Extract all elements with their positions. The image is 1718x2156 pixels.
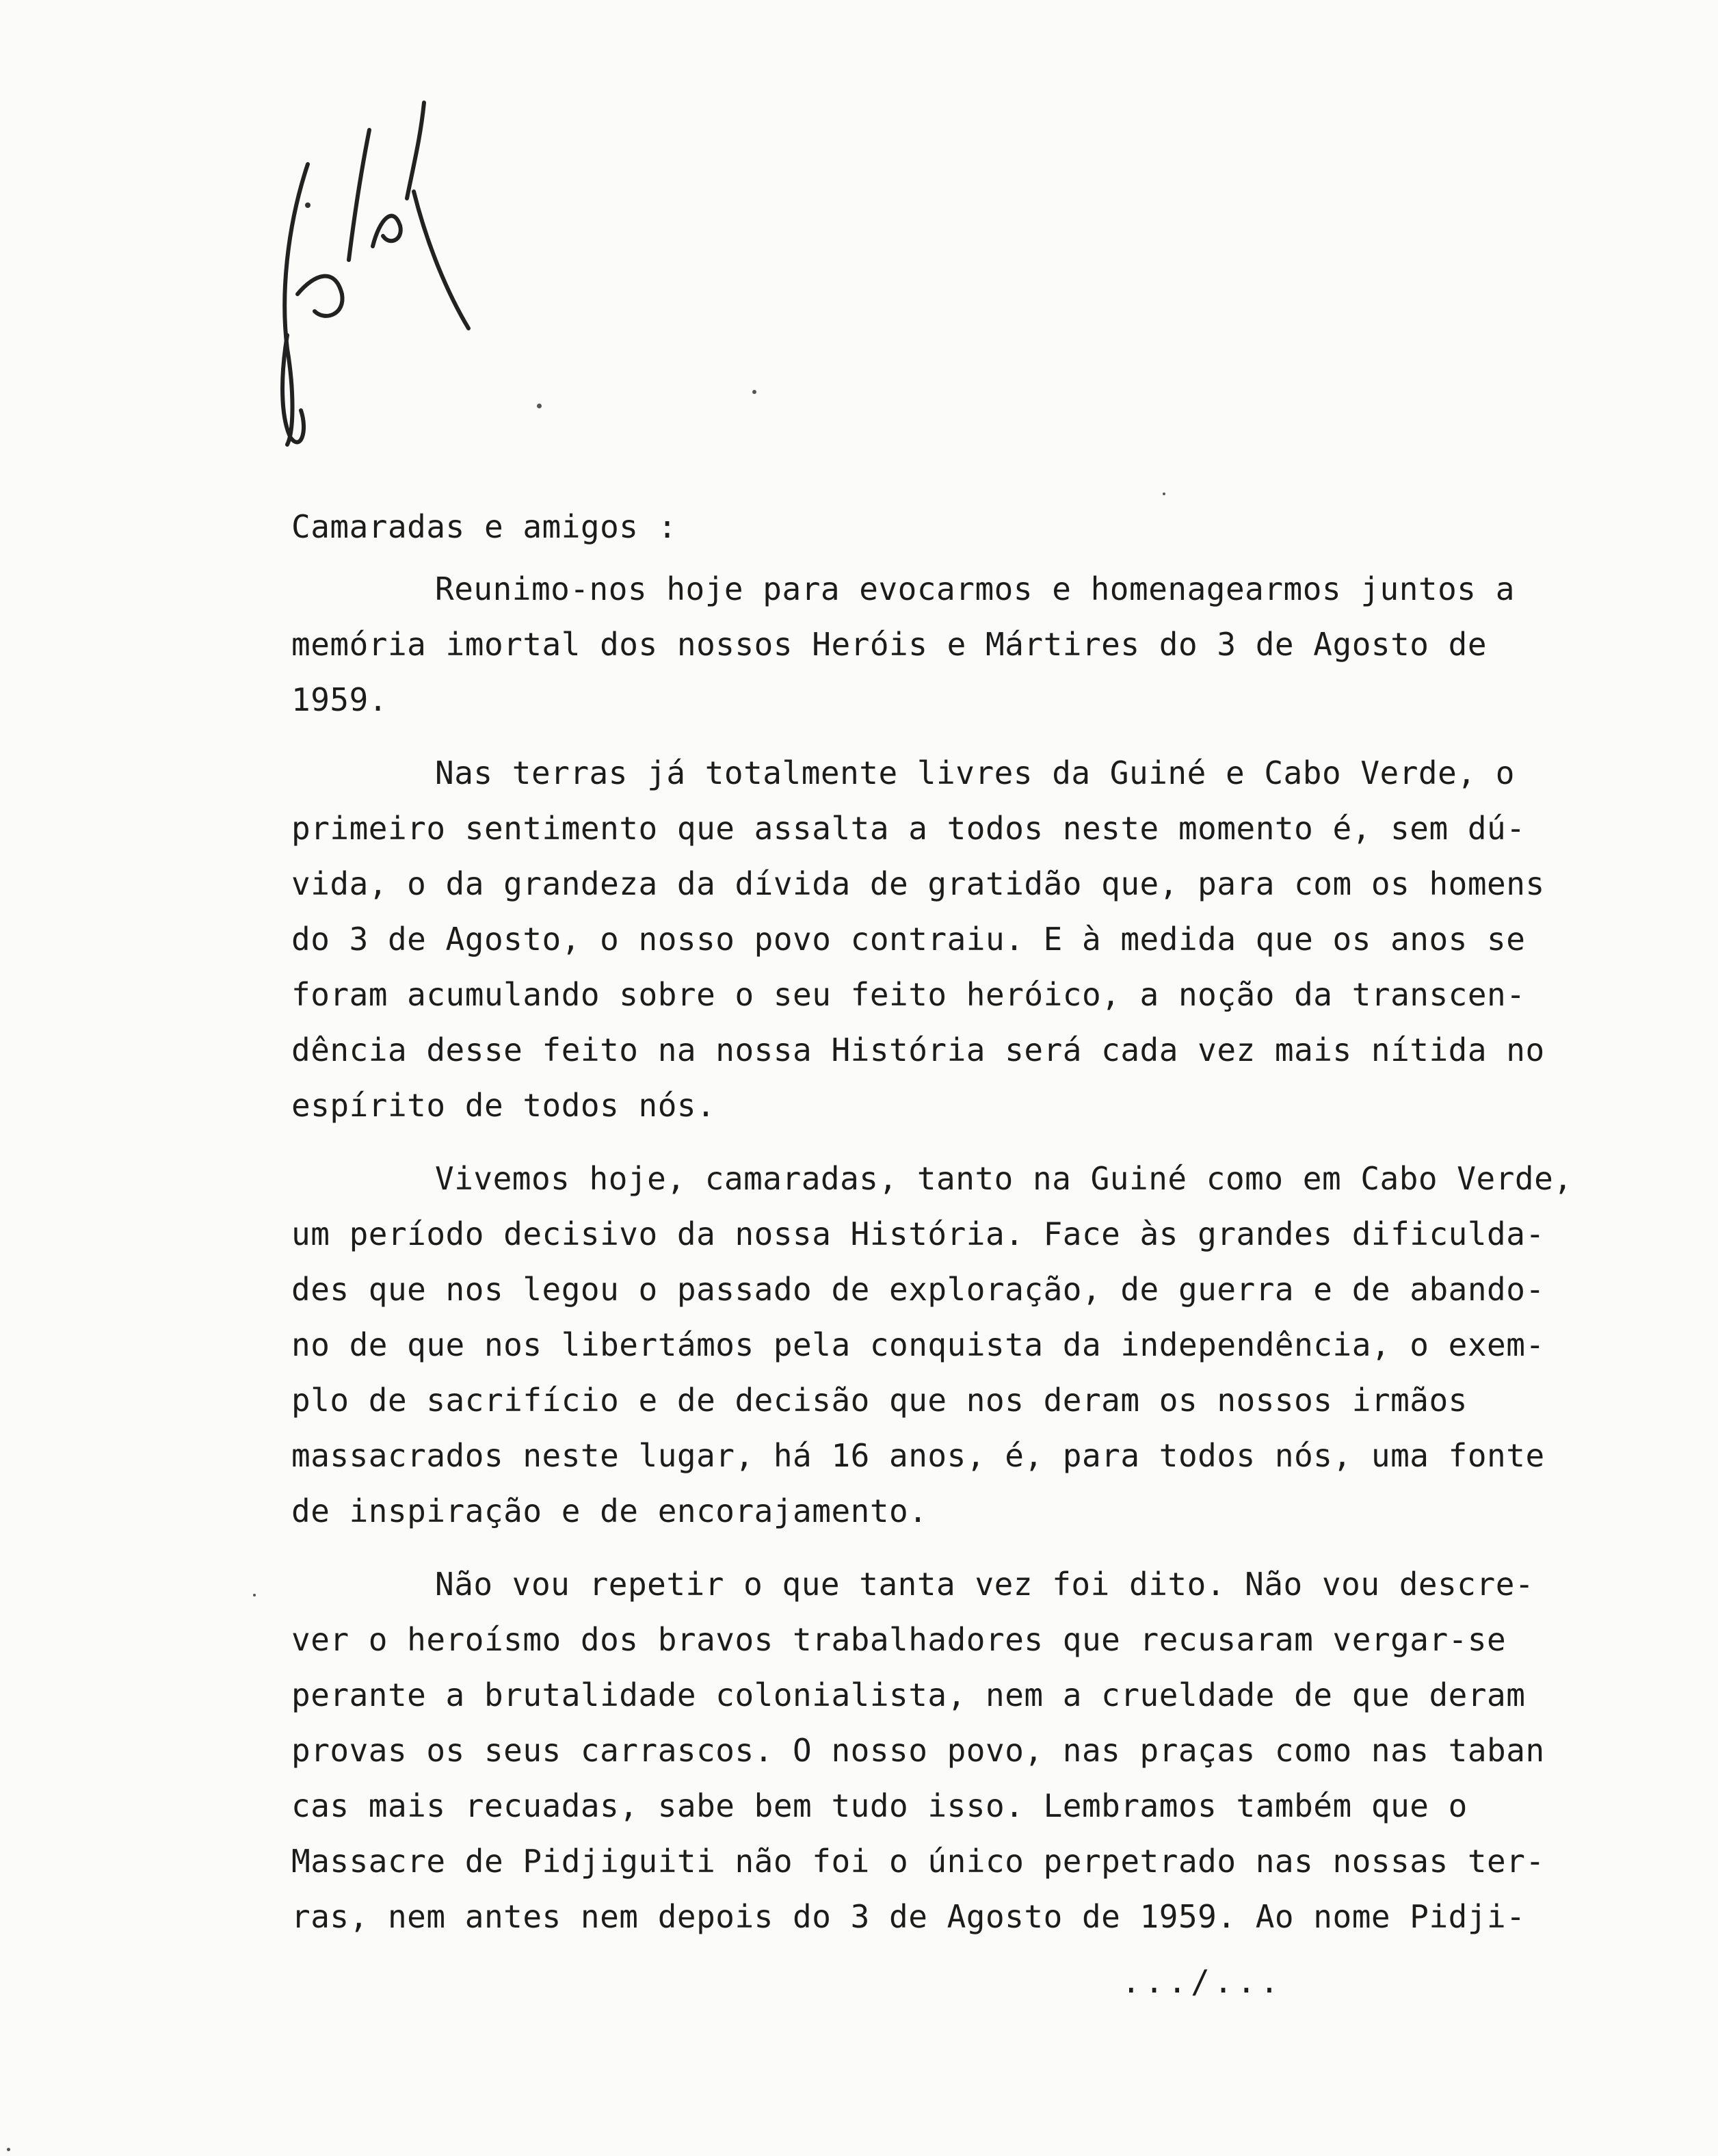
text-line: dência desse feito na nossa História será cada vez mais nítida no <box>291 1031 1545 1068</box>
signature-icon <box>260 89 506 472</box>
paragraph-1 <box>291 562 1632 728</box>
paragraph-2 <box>291 746 1632 1133</box>
text-line: foram acumulando sobre o seu feito heróico, a noção da transcen- <box>291 976 1526 1013</box>
text-line: Nas terras já totalmente livres da Guiné e Cabo Verde, o <box>435 754 1515 791</box>
scan-speck <box>537 404 542 408</box>
text-line: vida, o da grandeza da dívida de gratidão que, para com os homens <box>291 865 1545 902</box>
text-line: ver o heroísmo dos bravos trabalhadores que recusaram vergar-se <box>291 1621 1507 1658</box>
text-line: ras, nem antes nem depois do 3 de Agosto de 1959. Ao nome Pidji- <box>291 1898 1526 1935</box>
text-line: provas os seus carrascos. O nosso povo, nas praças como nas taban <box>291 1732 1545 1769</box>
salutation: Camaradas e amigos : <box>291 508 677 545</box>
scan-speck <box>752 390 756 394</box>
text-line: memória imortal dos nossos Heróis e Mártires do 3 de Agosto de <box>291 626 1488 663</box>
paragraph-3 <box>291 1151 1632 1539</box>
text-line: espírito de todos nós. <box>291 1087 716 1124</box>
text-line: Não vou repetir o que tanta vez foi dito. Não vou descre- <box>435 1566 1535 1603</box>
text-line: des que nos legou o passado de exploração, de guerra e de abando- <box>291 1271 1545 1308</box>
text-line: cas mais recuadas, sabe bem tudo isso. Lembramos também que o <box>291 1787 1468 1824</box>
page-continuation-mark: .../... <box>1122 1963 1283 2000</box>
letter-body <box>291 499 1632 1962</box>
text-line: perante a brutalidade colonialista, nem a crueldade de que deram <box>291 1677 1526 1713</box>
text-line: Vivemos hoje, camaradas, tanto na Guiné como em Cabo Verde, <box>435 1160 1573 1197</box>
text-line: plo de sacrifício e de decisão que nos deram os nossos irmãos <box>291 1382 1468 1419</box>
text-line: Massacre de Pidjiguiti não foi o único perpetrado nas nossas ter- <box>291 1843 1545 1880</box>
text-line: de inspiração e de encorajamento. <box>291 1493 928 1529</box>
text-line: do 3 de Agosto, o nosso povo contraiu. E à medida que os anos se <box>291 921 1526 958</box>
text-line: 1959. <box>291 681 388 718</box>
text-line: primeiro sentimento que assalta a todos neste momento é, sem dú- <box>291 810 1526 847</box>
scan-speck <box>1163 492 1165 495</box>
scan-speck <box>253 1594 256 1596</box>
text-line: no de que nos libertámos pela conquista da independência, o exem- <box>291 1326 1545 1363</box>
text-line: um período decisivo da nossa História. Face às grandes dificulda- <box>291 1215 1545 1252</box>
paragraph-4 <box>291 1557 1632 1945</box>
handwritten-signature <box>260 89 506 472</box>
scan-speck <box>7 2148 10 2151</box>
text-line: massacrados neste lugar, há 16 anos, é, para todos nós, uma fonte <box>291 1437 1545 1474</box>
text-line: Reunimo-nos hoje para evocarmos e homenagearmos juntos a <box>435 570 1515 607</box>
